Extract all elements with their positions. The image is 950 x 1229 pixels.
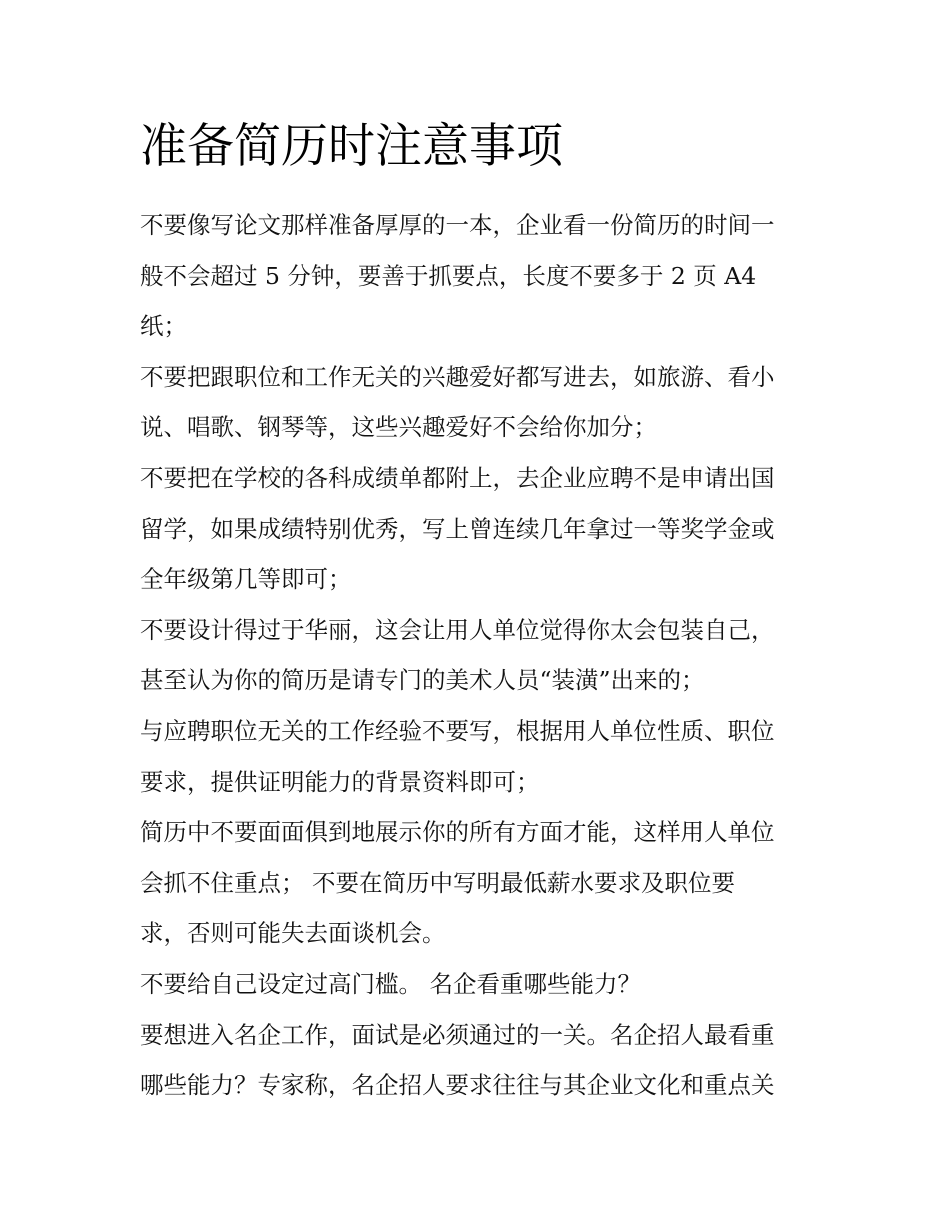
body-line: 说、唱歌、钢琴等，这些兴趣爱好不会给你加分； <box>140 413 657 442</box>
body-line: 要求，提供证明能力的背景资料即可； <box>140 767 540 796</box>
body-line: 不要设计得过于华丽，这会让用人单位觉得你太会包装自己， <box>140 615 775 644</box>
body-line: 与应聘职位无关的工作经验不要写，根据用人单位性质、职位 <box>140 716 775 745</box>
body-line: 甚至认为你的简历是请专门的美术人员“装潢”出来的； <box>140 666 705 695</box>
body-line: 不要给自己设定过高门槛。 名企看重哪些能力？ <box>140 969 641 998</box>
body-line: 般不会超过 5 分钟，要善于抓要点，长度不要多于 2 页 A4 <box>140 261 757 290</box>
document-body <box>140 200 812 1111</box>
body-line: 要想进入名企工作，面试是必须通过的一关。名企招人最看重 <box>140 1020 775 1049</box>
body-line: 会抓不住重点； 不要在简历中写明最低薪水要求及职位要 <box>140 868 735 897</box>
body-line: 纸； <box>140 312 187 341</box>
body-line: 不要把在学校的各科成绩单都附上，去企业应聘不是申请出国 <box>140 463 775 492</box>
body-line: 求，否则可能失去面谈机会。 <box>140 919 446 948</box>
body-line: 全年级第几等即可； <box>140 565 352 594</box>
document-title: 准备简历时注意事项 <box>140 119 563 174</box>
body-line: 哪些能力？专家称，名企招人要求往往与其企业文化和重点关 <box>140 1071 775 1100</box>
body-line: 留学，如果成绩特别优秀，写上曾连续几年拿过一等奖学金或 <box>140 514 775 543</box>
body-line: 不要把跟职位和工作无关的兴趣爱好都写进去，如旅游、看小 <box>140 362 775 391</box>
body-line: 不要像写论文那样准备厚厚的一本，企业看一份简历的时间一 <box>140 211 775 239</box>
body-line: 简历中不要面面俱到地展示你的所有方面才能，这样用人单位 <box>140 818 775 847</box>
